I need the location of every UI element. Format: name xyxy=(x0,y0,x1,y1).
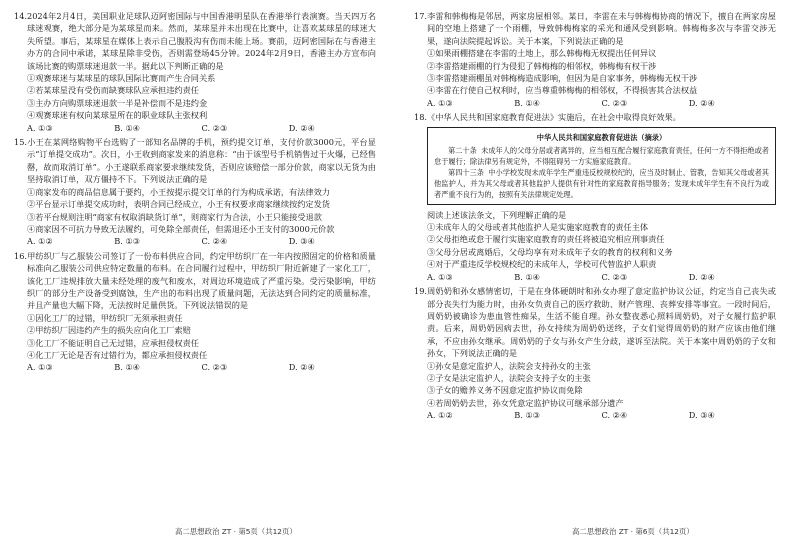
option-3: ③李雷搭建雨棚虽对韩梅梅造成影响，但因为是自家事务，韩梅梅无权干涉 xyxy=(427,73,698,84)
option-2: ②甲纺织厂因违约产生的损失应向化工厂索赔 xyxy=(27,325,191,336)
question-stem: 甲纺织厂与乙服装公司签订了一份布料供应合同，约定甲纺织厂在一年内按照固定的价格和质量标准向乙服装公司供应特定数量的布料。在合同履行过程中，甲纺织厂附近新建了一家化工厂，该化工厂违规排放大量未经处理的废气和废水，对周边环境造成了严重污染。受污染影响，甲纺织厂的部分生产设备受到腐蚀，生产出的布料出现了质量问题，无法达到合同约定的质量标准，并且产量也大幅下降，无法按时足量供货。下列说法错误的是 xyxy=(27,250,376,311)
option-4: ④对于严重违反学校规校纪的未成年人，学校可代替监护人职责 xyxy=(427,259,657,270)
option-4: ④李雷在行使自己权利时，应当尊重韩梅梅的相邻权，不得损害其合法权益 xyxy=(427,85,698,96)
law-article-20: 第二十条 未成年人的父母分居或者离异的，应当相互配合履行家庭教育责任，任何一方不得拒绝或者怠于履行；除法律另有规定外，不得阻碍另一方实施家庭教育。 xyxy=(434,145,769,166)
option-1: ①因化工厂的过错，甲纺织厂无须承担责任 xyxy=(27,312,183,323)
question-stem: 《中华人民共和国家庭教育促进法》实施后，在社会中取得良好效果。 xyxy=(427,112,681,123)
choice-c: C. ②③ xyxy=(201,122,228,133)
choice-a: A. ①③ xyxy=(427,271,453,282)
question-number: 18. xyxy=(414,112,428,123)
option-3: ③化工厂不能证明自己无过错，应承担侵权责任 xyxy=(27,337,199,348)
question-number: 14. xyxy=(14,11,28,21)
left-page-column xyxy=(14,10,376,376)
option-4: ④若周奶奶去世，孙女凭意定监护协议可继承部分遗产 xyxy=(427,397,624,408)
option-1: ①如果雨棚搭建在李雷的土地上，那么韩梅梅无权提出任何异议 xyxy=(427,48,657,59)
answer-choices xyxy=(14,235,376,247)
question-stem: 周奶奶和孙女感情密切，于是在身体硬朗时和孙女办理了意定监护协议公证，约定当自己丧失或部分丧失行为能力时，由孙女负责自己的医疗救助、财产管理、丧葬安排等事宜。一段时间后，周奶奶被确诊为患血管性痴呆，生活不能自理。孙女整夜悉心照料周奶奶，对子女履行监护职责。后来，周奶奶因病去世，孙女持续为周奶奶送终，子女们觉得周奶奶的财产应该由他们继承，不应由孙女继承。周奶奶的子女与孙女产生分歧，遂诉至法院。关于本案中周奶奶的子女和孙女，下列说法正确的是 xyxy=(427,286,776,359)
choice-d: D. ②④ xyxy=(688,271,715,282)
question-number: 17. xyxy=(414,11,428,21)
right-page-column xyxy=(414,10,776,424)
choice-d: D. ③④ xyxy=(688,410,715,421)
choice-b: B. ①④ xyxy=(514,97,541,108)
law-excerpt-box xyxy=(427,127,776,205)
question-16 xyxy=(14,250,376,374)
choice-a: A. ①③ xyxy=(27,362,53,373)
option-3: ③主办方向购票球迷退款一半是补偿而不是违约金 xyxy=(27,97,208,108)
option-3: ③子女的赡养义务不因意定监护协议而免除 xyxy=(427,385,583,396)
question-15 xyxy=(14,136,376,248)
choice-b: B. ①④ xyxy=(114,122,141,133)
option-1: ①未成年人的父母或者其他监护人是实施家庭教育的责任主体 xyxy=(427,222,649,233)
choice-b: B. ①③ xyxy=(514,410,541,421)
question-lead: 阅读上述该法条文，下列理解正确的是 xyxy=(427,209,567,220)
option-2: ②父母拒绝或怠于履行实施家庭教育的责任将被追究相应刑事责任 xyxy=(427,234,665,245)
law-excerpt-title: 中华人民共和国家庭教育促进法（摘录） xyxy=(536,132,667,142)
question-number: 15. xyxy=(14,137,28,148)
page-footer-right: 高二思想政治 ZT · 第6页（共12页） xyxy=(572,527,694,536)
choice-b: B. ①④ xyxy=(114,362,141,373)
choice-c: C. ②④ xyxy=(601,410,628,421)
option-4: ④观赛球迷有权向某球星所在的职业球队主张权利 xyxy=(27,110,208,121)
option-3: ③若平台规则注明“商家有权取消缺货订单”，则商家行为合法，小王只能接受退款 xyxy=(27,211,322,222)
answer-choices xyxy=(414,409,776,421)
choice-d: D. ②④ xyxy=(688,97,715,108)
answer-choices xyxy=(414,271,776,283)
question-stem: 李雷和韩梅梅是邻居，两家房屋相邻。某日，李雷在未与韩梅梅协商的情况下，擅自在两家房屋间的空地上搭建了一个雨棚，导致韩梅梅家的采光和通风受到影响。韩梅梅多次与李雷交涉无果，遂向法院提起诉讼。关于本案，下列说法正确的是 xyxy=(427,11,776,46)
choice-c: C. ②③ xyxy=(601,97,628,108)
question-number: 19. xyxy=(414,286,428,297)
choice-d: D. ②④ xyxy=(288,122,315,133)
option-2: ②李雷搭建雨棚的行为侵犯了韩梅梅的相邻权，韩梅梅有权干涉 xyxy=(427,60,657,71)
question-17 xyxy=(414,10,776,109)
option-1: ①孙女是意定监护人，法院会支持孙女的主张 xyxy=(427,360,591,371)
answer-choices xyxy=(14,122,376,134)
choice-c: C. ②④ xyxy=(201,236,228,247)
choice-a: A. ①③ xyxy=(427,97,453,108)
option-1: ①商家发布的商品信息属于要约，小王按提示提交订单的行为构成承诺，有法律效力 xyxy=(27,186,330,197)
answer-choices xyxy=(14,361,376,373)
option-3: ③父母分居或离婚后，父母均享有对未成年子女的教育的权利和义务 xyxy=(427,246,673,257)
choice-c: C. ②③ xyxy=(601,271,628,282)
choice-a: A. ①② xyxy=(427,410,453,421)
choice-a: A. ①③ xyxy=(27,122,53,133)
answer-choices xyxy=(414,97,776,109)
choice-b: B. ①③ xyxy=(114,236,141,247)
option-2: ②子女是法定监护人，法院会支持子女的主张 xyxy=(427,372,591,383)
question-19 xyxy=(414,285,776,421)
page-footer-left: 高二思想政治 ZT · 第5页（共12页） xyxy=(175,527,297,536)
choice-a: A. ①② xyxy=(27,236,53,247)
question-stem: 2024年2月4日，美国职业足球队迈阿密国际与中国香港明星队在香港举行表演赛。当天四万名球迷观赛，绝大部分是为某球星而来。然而，某球星并未出现在比赛中，让喜欢某球星的球迷大失所望。事后，某球星在媒体上表示自己腹股沟有伤而未能上场。赛前，迈阿密国际在与香港主办方的合同中承诺，某球星除非受伤，否则需登场45分钟。2024年2月9日，香港主办方宣布向该场比赛的购票球迷退款一半。据此以下判断正确的是 xyxy=(27,11,376,71)
question-number: 16. xyxy=(14,250,28,261)
choice-b: B. ①④ xyxy=(514,271,541,282)
question-18 xyxy=(414,111,776,283)
choice-c: C. ②③ xyxy=(201,362,228,373)
option-1: ①观赛球迷与某球星的球队国际比赛而产生合同关系 xyxy=(27,73,216,84)
choice-d: D. ②④ xyxy=(288,362,315,373)
choice-d: D. ③④ xyxy=(288,236,315,247)
option-4: ④化工厂无论是否有过错行为，都应承担侵权责任 xyxy=(27,349,208,360)
option-2: ②若某球星没有受伤而缺赛球队应承担违约责任 xyxy=(27,85,199,96)
question-stem: 小王在某网络购物平台选购了一部知名品牌的手机，预约提交订单，支付价款3000元，平台显示“订单提交成功”。次日，小王收到商家发来的消息称：“由于该型号手机销售过于火爆，已经售罄，故而取消订单”。小王遂联系商家要求继续发货，否则应该赔偿一部分价款，商家以无货为由坚持取消订单，双方僵持不下。下列说法正确的是 xyxy=(27,137,376,185)
question-14 xyxy=(14,10,376,134)
option-2: ②平台显示订单提交成功时，表明合同已经成立，小王有权要求商家继续按约定发货 xyxy=(27,199,330,210)
option-4: ④商家因不可抗力导致无法履约，可免除全部责任，但需退还小王支付的3000元价款 xyxy=(27,223,335,234)
law-article-43: 第四十三条 中小学校发现未成年学生严重违反校规校纪的，应当及时制止、管教，告知其父母或者其他监护人，并为其父母或者其他监护人提供有针对性的家庭教育指导服务；发现未成年学生有不良行为或者严重不良行为的，按照有关法律规定处理。 xyxy=(434,167,769,199)
